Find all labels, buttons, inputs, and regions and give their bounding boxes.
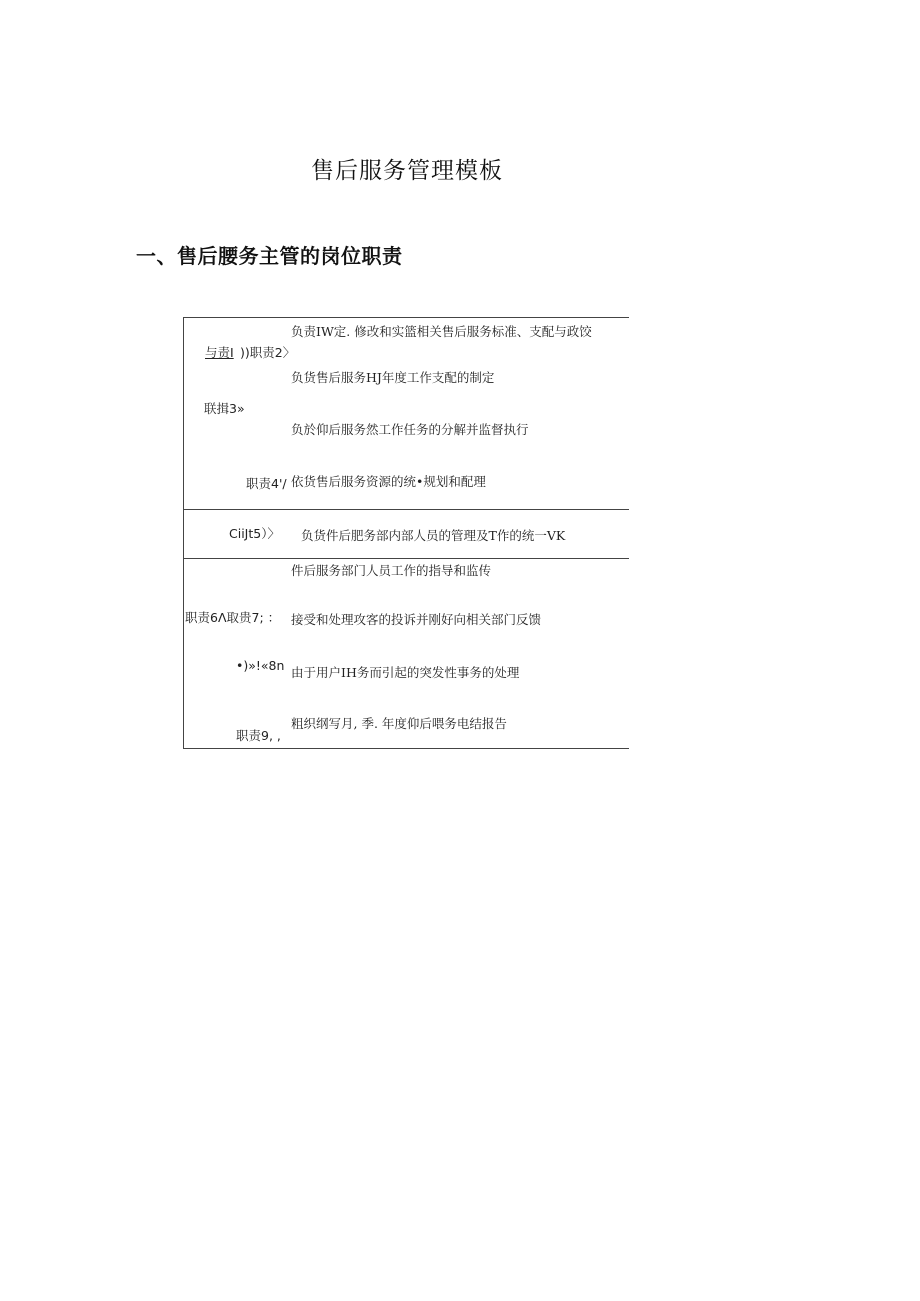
duty-label: 联揖3» — [204, 401, 245, 416]
duty-text: 粗织纲写月, 季. 年度仰后喂务电结报告 — [291, 716, 507, 731]
table-top-border — [183, 317, 629, 318]
duty-text: 件后服务部门人员工作的指导和监传 — [291, 563, 492, 578]
duty-text: 负货售后服务HJ年度工作支配的制定 — [291, 370, 495, 385]
duty-label: 职责6Λ取贵7; ： — [185, 610, 281, 625]
table-bottom-border — [183, 748, 629, 749]
duty-label: 与责I — [205, 345, 234, 360]
duty-label: CiiJt5）〉 — [229, 526, 280, 541]
duty-text: 由于用户IH务而引起的突发性事务的处理 — [291, 665, 520, 680]
duty-label: ))职责2〉 — [240, 345, 296, 360]
document-title: 售后服务管理模板 — [311, 158, 503, 184]
table-row-divider — [183, 558, 629, 559]
duty-text: 依货售后服务资源的统•规划和配理 — [291, 474, 486, 489]
table-left-border — [183, 317, 184, 749]
table-row-divider — [183, 509, 629, 510]
duty-text: 负於仰后服务然工作任务的分解并监督执行 — [291, 422, 529, 437]
section-heading: 一、售后腰务主管的岗位职责 — [136, 244, 403, 268]
duties-table — [183, 317, 629, 749]
duty-label: •)»!«8n — [236, 658, 285, 673]
duty-label: 职责4'/ — [246, 476, 287, 491]
duty-label: 职责9, , — [236, 728, 281, 743]
duty-text: 接受和处理攻客的投诉并刚好向相关部门反馈 — [291, 612, 542, 627]
duty-text: 负货件后肥务部内部人员的管理及T作的统一VK — [301, 528, 566, 543]
duty-text: 负责IW定. 修改和实篮相关售后服务标准、支配与政饺 — [291, 324, 592, 339]
